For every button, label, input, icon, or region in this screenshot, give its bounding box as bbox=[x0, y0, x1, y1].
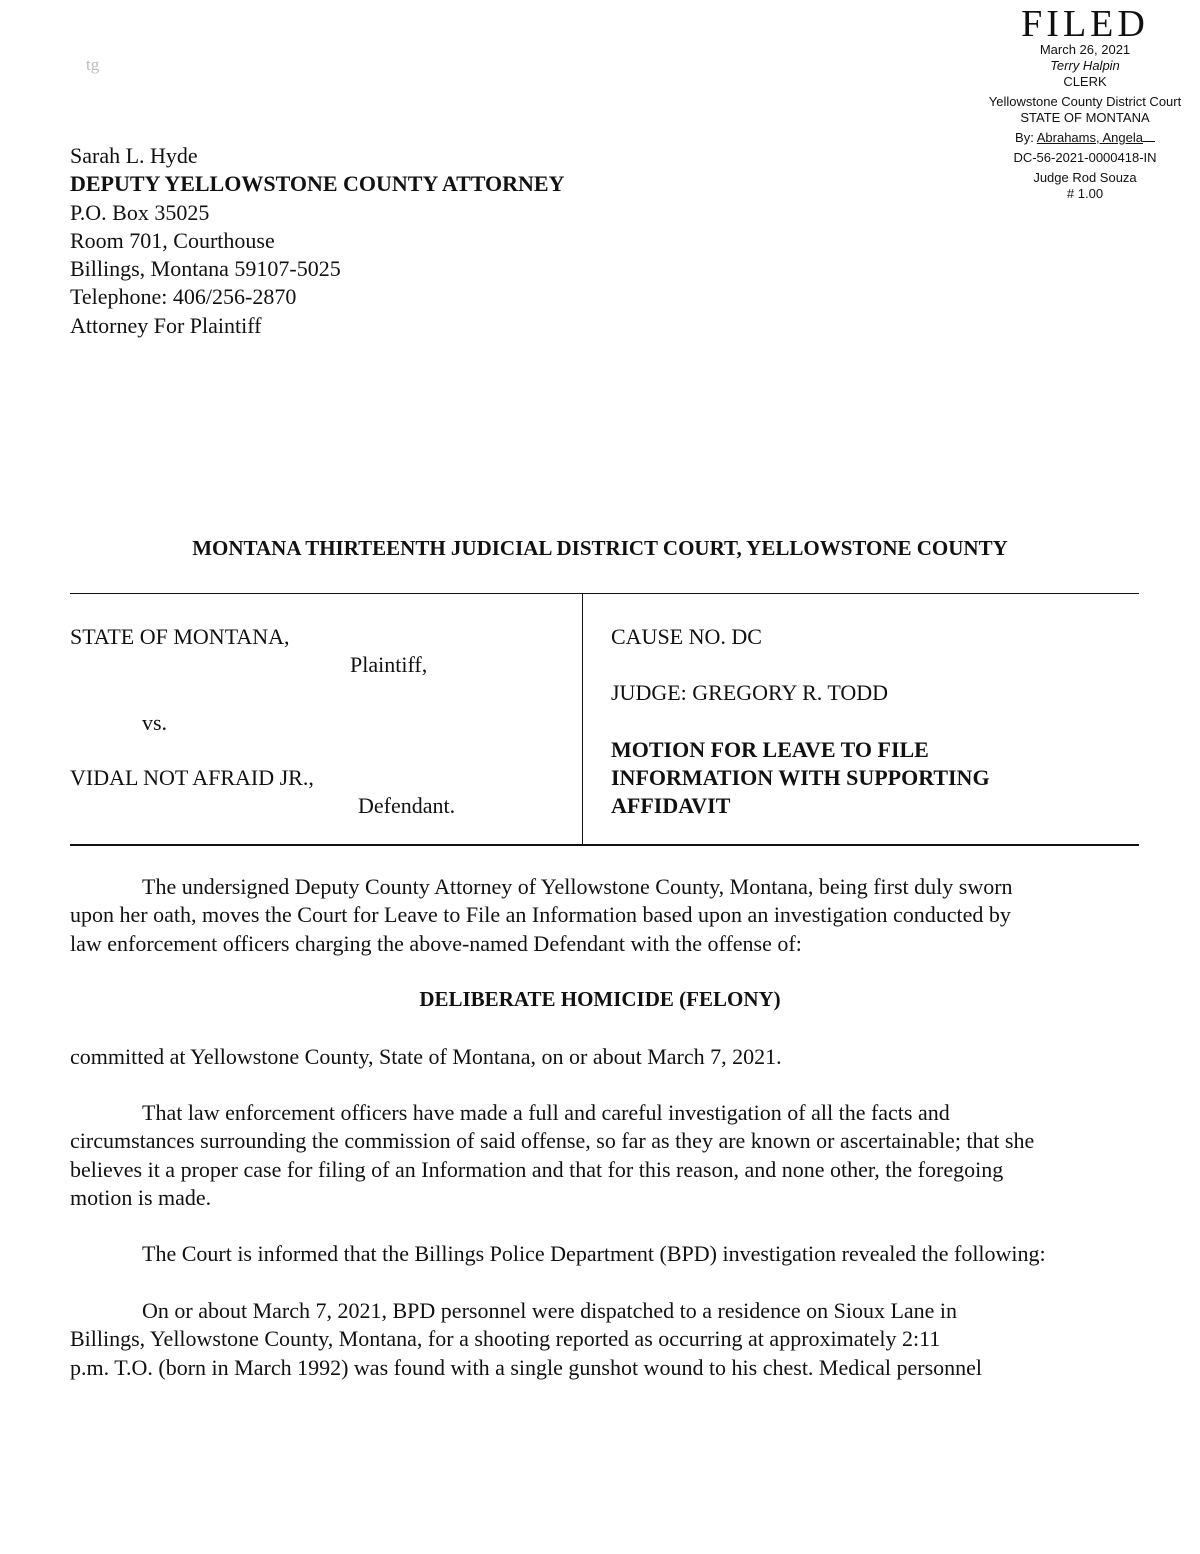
paragraph-line: circumstances surrounding the commission of said offense, so far as they are known or ascertainable; that she bbox=[70, 1128, 1035, 1154]
court-heading: MONTANA THIRTEENTH JUDICIAL DISTRICT COURT, YELLOWSTONE COUNTY bbox=[192, 536, 1008, 560]
paragraph-line: That law enforcement officers have made a full and careful investigation of all the facts and bbox=[142, 1100, 950, 1125]
attorney-role: Attorney For Plaintiff bbox=[70, 312, 262, 338]
offense-heading: DELIBERATE HOMICIDE (FELONY) bbox=[419, 987, 781, 1011]
stamp-state: STATE OF MONTANA bbox=[1020, 110, 1150, 125]
paragraph-line: believes it a proper case for filing of an Information and that for this reason, and none other, the foregoing bbox=[70, 1156, 1004, 1182]
filed-stamp-title: FILED bbox=[1021, 3, 1149, 45]
paragraph-line: Billings, Yellowstone County, Montana, for a shooting reported as occurring at approximately 2:11 bbox=[70, 1326, 941, 1352]
stamp-court: Yellowstone County District Court bbox=[988, 94, 1182, 109]
stamp-by-name: Abrahams, Angela bbox=[1036, 130, 1143, 145]
caption-defendant-label: Defendant. bbox=[358, 793, 456, 818]
paragraph-line: The undersigned Deputy County Attorney of Yellowstone County, Montana, being first duly sworn bbox=[142, 874, 1013, 899]
caption-top-rule bbox=[70, 593, 1139, 594]
stamp-doc-number: # 1.00 bbox=[1066, 186, 1104, 201]
paragraph-facts bbox=[70, 1297, 1140, 1382]
caption-plaintiff-label: Plaintiff, bbox=[350, 652, 428, 677]
clerk-label: CLERK bbox=[1063, 74, 1107, 89]
caption-cause-no: CAUSE NO. DC bbox=[611, 624, 762, 649]
motion-title-line: AFFIDAVIT bbox=[611, 793, 731, 818]
caption-plaintiff: STATE OF MONTANA, bbox=[70, 624, 290, 649]
attorney-telephone: Telephone: 406/256-2870 bbox=[70, 284, 297, 310]
caption-defendant: VIDAL NOT AFRAID JR., bbox=[70, 765, 314, 790]
attorney-block bbox=[70, 142, 564, 340]
paragraph-line: The Court is informed that the Billings Police Department (BPD) investigation revealed the following: bbox=[142, 1241, 1046, 1266]
filed-date: March 26, 2021 bbox=[1039, 42, 1131, 57]
paragraph-line: motion is made. bbox=[70, 1184, 212, 1210]
attorney-city: Billings, Montana 59107-5025 bbox=[70, 256, 341, 282]
motion-title-line: MOTION FOR LEAVE TO FILE bbox=[611, 737, 929, 762]
paragraph-investigation bbox=[70, 1099, 1140, 1212]
paragraph-line: upon her oath, moves the Court for Leave to File an Information based upon an investigation conducted by bbox=[70, 902, 1011, 928]
clerk-name: Terry Halpin bbox=[1050, 58, 1120, 73]
caption-bottom-rule bbox=[70, 844, 1139, 846]
motion-title-line: INFORMATION WITH SUPPORTING bbox=[611, 765, 990, 790]
attorney-po-box: P.O. Box 35025 bbox=[70, 199, 210, 225]
caption-judge: JUDGE: GREGORY R. TODD bbox=[611, 680, 889, 705]
caption-vs: vs. bbox=[142, 710, 168, 735]
motion-title bbox=[611, 736, 990, 820]
paragraph-line: On or about March 7, 2021, BPD personnel were dispatched to a residence on Sioux Lane in bbox=[142, 1298, 958, 1323]
caption-divider bbox=[582, 593, 583, 844]
attorney-title: DEPUTY YELLOWSTONE COUNTY ATTORNEY bbox=[70, 171, 565, 197]
paragraph-line: p.m. T.O. (born in March 1992) was found with a single gunshot wound to his chest. Medical personnel bbox=[70, 1354, 983, 1380]
paragraph-informed bbox=[70, 1240, 1140, 1268]
watermark-initials: tg bbox=[86, 55, 100, 74]
filed-stamp bbox=[974, 3, 1196, 202]
paragraph-line: law enforcement officers charging the above-named Defendant with the offense of: bbox=[70, 930, 802, 956]
stamp-by-line bbox=[974, 130, 1196, 146]
paragraph-motion bbox=[70, 873, 1140, 958]
stamp-judge: Judge Rod Souza bbox=[1033, 170, 1137, 185]
stamp-by-label: By: bbox=[1015, 130, 1034, 145]
attorney-room: Room 701, Courthouse bbox=[70, 227, 275, 253]
attorney-name: Sarah L. Hyde bbox=[70, 143, 198, 168]
stamp-case-number: DC-56-2021-0000418-IN bbox=[1013, 150, 1157, 165]
paragraph-committed: committed at Yellowstone County, State of Montana, on or about March 7, 2021. bbox=[70, 1044, 782, 1069]
